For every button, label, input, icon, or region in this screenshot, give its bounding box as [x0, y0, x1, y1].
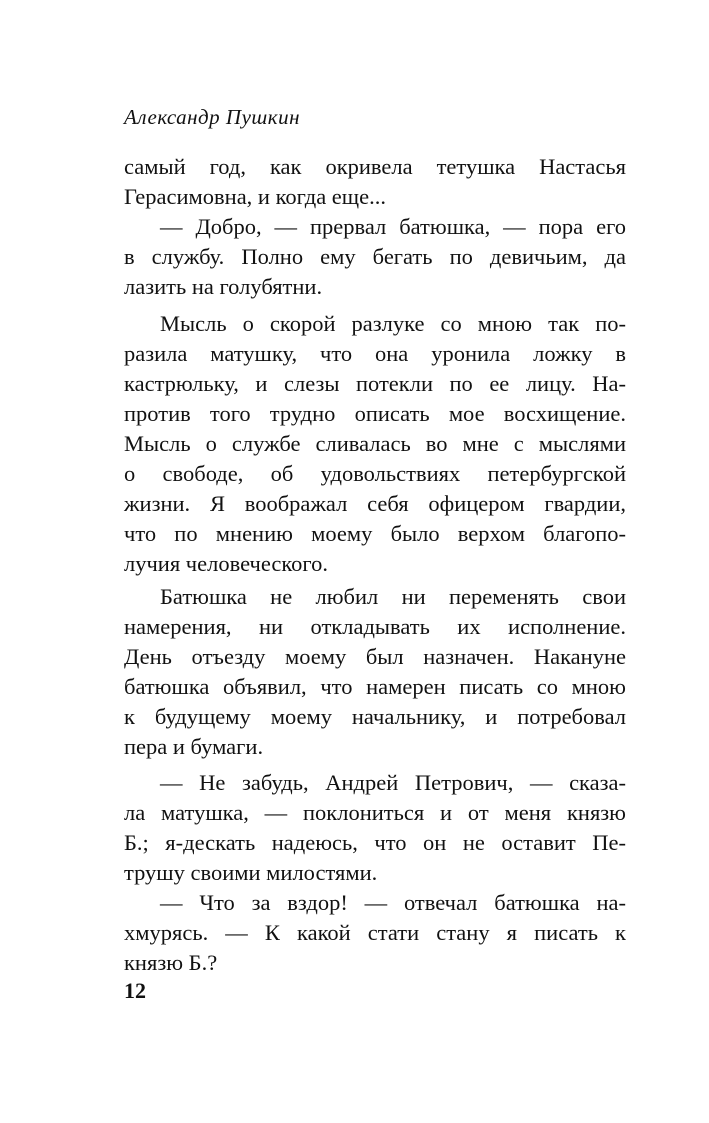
text-line: — Что за вздор! — отвечал батюшка на- [160, 890, 626, 915]
text-line: Мысль о скорой разлуке со мною так по- [160, 311, 626, 336]
text-line: к будущему моему начальнику, и потребовал [124, 704, 626, 729]
running-head: Александр Пушкин [124, 105, 300, 129]
text-line: жизни. Я воображал себя офицером гвардии, [124, 491, 626, 516]
text-line: что по мнению моему было верхом благопо- [124, 521, 626, 546]
text-line: самый год, как окривела тетушка Настасья [124, 154, 626, 179]
text-line: — Добро, — прервал батюшка, — пора его [160, 214, 626, 239]
text-line: День отъезду моему был назначен. Накануне [124, 644, 626, 669]
text-line: лазить на голубятни. [124, 274, 323, 299]
text-line: лучия человеческого. [124, 551, 328, 576]
text-line: ла матушка, — поклониться и от меня князю [124, 800, 626, 825]
text-line: разила матушку, что она уронила ложку в [124, 341, 626, 366]
text-line: о свободе, об удовольствиях петербургской [124, 461, 626, 486]
text-line: Батюшка не любил ни переменять свои [160, 584, 626, 609]
text-line: Мысль о службе сливалась во мне с мыслями [124, 431, 626, 456]
text-line: батюшка объявил, что намерен писать со мною [124, 674, 626, 699]
text-line: — Не забудь, Андрей Петрович, — сказа- [160, 770, 626, 795]
text-line: Герасимовна, и когда еще... [124, 184, 386, 209]
text-line: в службу. Полно ему бегать по девичьим, да [124, 244, 626, 269]
page-number: 12 [124, 978, 146, 1003]
text-line: Б.; я-дескать надеюсь, что он не оставит Пе- [124, 830, 626, 855]
text-line: намерения, ни откладывать их исполнение. [124, 614, 626, 639]
text-line: хмурясь. — К какой стати стану я писать к [124, 920, 626, 945]
text-line: князю Б.? [124, 950, 218, 975]
text-line: кастрюльку, и слезы потекли по ее лицу. На- [124, 371, 626, 396]
text-line: трушу своими милостями. [124, 860, 378, 885]
text-line: против того трудно описать мое восхищение. [124, 401, 626, 426]
text-line: пера и бумаги. [124, 734, 264, 759]
